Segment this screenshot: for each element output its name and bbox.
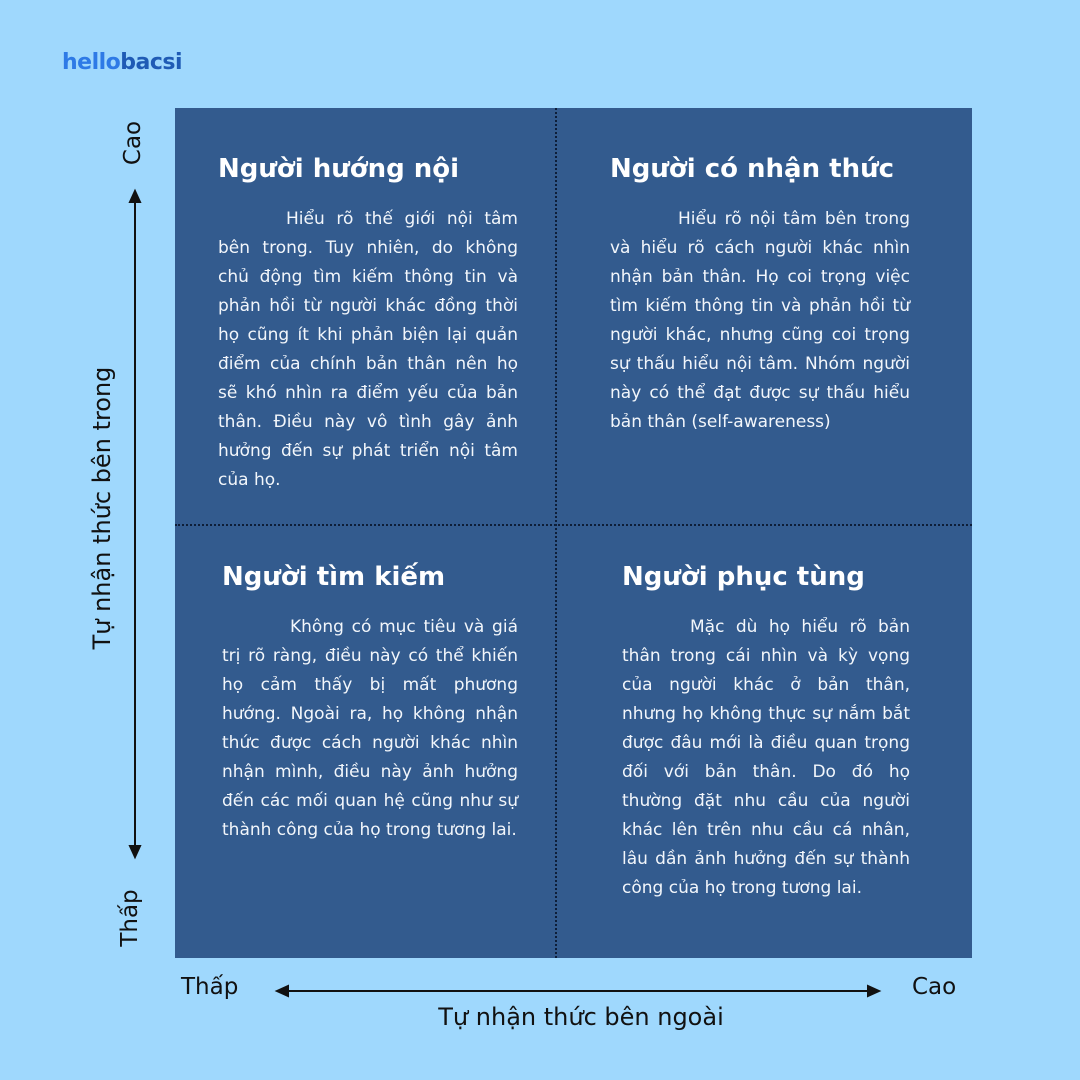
x-axis-arrow-icon [277,986,879,996]
x-axis-low-label: Thấp [181,974,239,1000]
quadrant-text: Hiểu rõ thế giới nội tâm bên trong. Tuy nhiên, do không chủ động tìm kiếm thông tin và phản hồi từ người khác đồng thời họ cũng ít khi phản biện lại quản điểm của chính bản thân nên họ sẽ khó nhìn ra điểm yếu của bản thân. Điều này vô tình gây ảnh hưởng đến sự phát triển nội tâm của họ. [218,209,518,490]
quadrant-text: Mặc dù họ hiểu rõ bản thân trong cái nhìn và kỳ vọng của người khác ở bản thân, nhưng họ không thực sự nắm bắt được đâu mới là điều quan trọng đối với bản thân. Do đó họ thường đặt nhu cầu của người khác lên trên nhu cầu cá nhân, lâu dần ảnh hưởng đến sự thành công của họ trong tương lai. [622,617,910,898]
quadrant-text: Không có mục tiêu và giá trị rõ ràng, điều này có thể khiến họ cảm thấy bị mất phương hướng. Ngoài ra, họ không nhận thức được cách người khác nhìn nhận mình, điều này ảnh hưởng đến các mối quan hệ cũng như sự thành công của họ trong tương lai. [222,617,518,840]
quadrant-title: Người phục tùng [622,562,865,592]
y-axis-title: Tự nhận thức bên trong [88,366,116,650]
quadrant-text: Hiểu rõ nội tâm bên trong và hiểu rõ cách người khác nhìn nhận bản thân. Họ coi trọng việc tìm kiếm thông tin và phản hồi từ người khác, nhưng cũng coi trọng sự thấu hiểu nội tâm. Nhóm người này có thể đạt được sự thấu hiểu bản thân (self-awareness) [610,209,910,432]
quadrant-title: Người có nhận thức [610,154,895,184]
x-axis-title: Tự nhận thức bên ngoài [438,1003,724,1031]
quadrant-title: Người tìm kiếm [222,562,446,592]
logo-text-hello: hell [62,50,106,75]
logo-stethoscope-mark: o [105,50,121,75]
y-axis-arrow-icon [130,191,140,857]
y-axis-low-label: Thấp [117,889,143,947]
x-axis-high-label: Cao [912,974,957,1000]
y-axis-high-label: Cao [120,120,146,166]
logo-text-bacsi: bacsi [120,50,183,75]
quadrant-title: Người hướng nội [218,154,460,184]
